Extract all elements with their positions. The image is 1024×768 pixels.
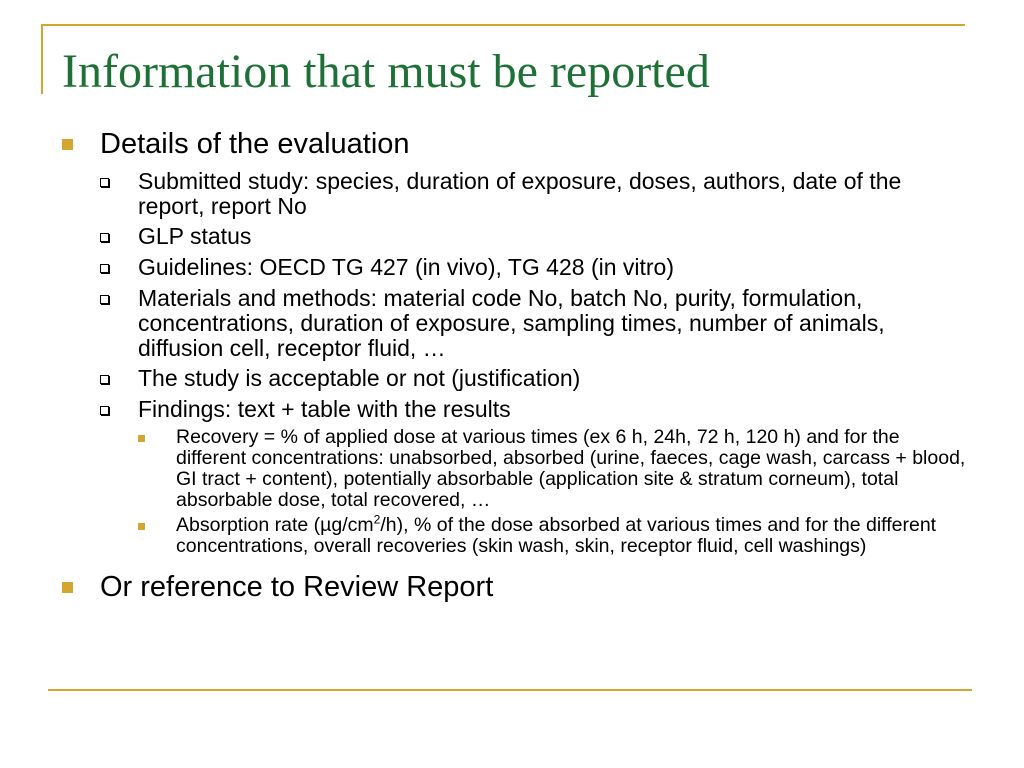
sub-bullet-item bbox=[62, 169, 967, 219]
sub-bullet-item bbox=[62, 286, 967, 361]
sub-sub-bullet-text: Recovery = % of applied dose at various times (ex 6 h, 24h, 72 h, 120 h) and for the different concentrations: unabsorbed, absorbed (urine, faeces, cage wash, carcass + blood, GI tract + content), potentially absorbable (application site & stratum corneum), total absorbable dose, total recovered, … bbox=[176, 426, 966, 511]
sub-sub-bullet-text bbox=[176, 512, 967, 557]
small-square-bullet-icon bbox=[62, 427, 176, 449]
sub-bullet-text: GLP status bbox=[138, 223, 252, 249]
small-square-bullet-icon bbox=[62, 515, 176, 537]
sub-bullet-text: The study is acceptable or not (justification) bbox=[138, 365, 581, 391]
frame-left-rule bbox=[41, 24, 43, 94]
slide-title: Information that must be reported bbox=[62, 45, 710, 98]
bullet-list bbox=[62, 124, 967, 607]
sub-bullet-text: Submitted study: species, duration of exposure, doses, authors, date of the report, report No bbox=[138, 168, 902, 219]
hollow-square-bullet-icon bbox=[62, 366, 138, 392]
sub-sub-bullet-item bbox=[62, 512, 967, 557]
sub-bullet-text: Guidelines: OECD TG 427 (in vivo), TG 428 (in vitro) bbox=[138, 254, 675, 280]
sub-bullet-item bbox=[62, 224, 967, 250]
bullet-text: Or reference to Review Report bbox=[100, 571, 494, 603]
absorption-rate-text-end: /h), % of the dose absorbed at various times and for the different concentrations, overall recoveries (skin wash, skin, receptor fluid, cell washings) bbox=[176, 514, 937, 557]
sub-bullet-item bbox=[62, 255, 967, 281]
sub-bullet-text: Materials and methods: material code No, batch No, purity, formulation, concentrations, duration of exposure, sampling times, number of animals, diffusion cell, receptor fluid, … bbox=[138, 285, 885, 361]
superscript-two: 2 bbox=[373, 512, 381, 527]
sub-bullet-text: Findings: text + table with the results bbox=[138, 396, 511, 422]
hollow-square-bullet-icon bbox=[62, 224, 138, 250]
square-bullet-icon bbox=[62, 124, 100, 164]
bullet-item bbox=[62, 567, 967, 607]
absorption-rate-text-start: Absorption rate (µg/cm bbox=[176, 514, 374, 536]
hollow-square-bullet-icon bbox=[62, 169, 138, 195]
frame-top-rule bbox=[41, 24, 965, 26]
hollow-square-bullet-icon bbox=[62, 255, 138, 281]
sub-bullet-item bbox=[62, 366, 967, 392]
bullet-text: Details of the evaluation bbox=[100, 128, 410, 160]
bullet-item bbox=[62, 124, 967, 164]
frame-bottom-rule bbox=[48, 689, 972, 691]
square-bullet-icon bbox=[62, 567, 100, 607]
sub-bullet-item bbox=[62, 397, 967, 423]
hollow-square-bullet-icon bbox=[62, 397, 138, 423]
hollow-square-bullet-icon bbox=[62, 286, 138, 312]
sub-sub-bullet-item bbox=[62, 427, 967, 511]
